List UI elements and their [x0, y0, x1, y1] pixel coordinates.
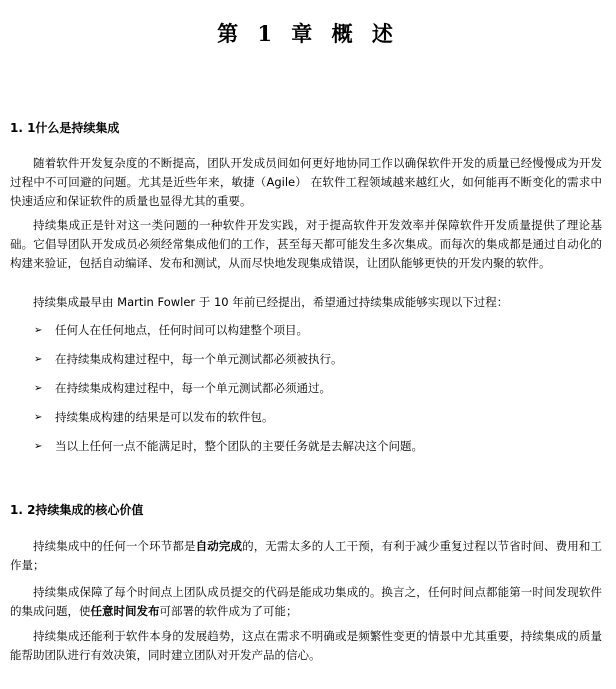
- emphasis-anytime-release: 任意时间发布: [90, 604, 160, 618]
- paragraph-release-anytime: [10, 583, 602, 621]
- ci-process-list: [0, 321, 616, 466]
- paragraph-martin-fowler: 持续集成最早由 Martin Fowler 于 10 年前已经提出，希望通过持续集成能够实现以下过程：: [33, 295, 509, 309]
- paragraph-ci-practice: 持续集成正是针对这一类问题的一种软件开发实践，对于提高软件开发效率并保障软件开发质量提供了理论基础。它倡导团队开发成员必须经常集成他们的工作，甚至每天都可能发生多次集成。而每次的集成都是通过自动化的构建来验证，包括自动编译、发布和测试，从而尽快地发现集成错误，让团队能够更快的开发内聚的软件。: [10, 218, 602, 270]
- chapter-title: 第 1 章 概 述: [217, 21, 399, 46]
- section-heading-1-2: 1. 2持续集成的核心价值: [10, 503, 144, 517]
- list-item: [0, 321, 616, 350]
- paragraph-intro: 随着软件开发复杂度的不断提高，团队开发成员间如何更好地协同工作以确保软件开发的质量已经慢慢成为开发过程中不可回避的问题。尤其是近些年来，敏捷（Agile） 在软件工程领域越来越红火，如何能再不断变化的需求中快速适应和保证软件的质量也显得尤其的重要。: [10, 156, 602, 208]
- text-run: 可部署的软件成为了可能；: [159, 604, 298, 618]
- text-run: 的，无需太多的人工干预，有利于减少重复过程以节省时间、费用和工作量；: [10, 539, 603, 572]
- list-item-text: 任何人在任何地点，任何时间可以构建整个项目。: [55, 323, 308, 337]
- paragraph-automation: [10, 537, 602, 575]
- list-item: [0, 437, 616, 466]
- arrow-bullet-icon: ➢: [34, 354, 43, 365]
- paragraph-quality-decision: 持续集成还能利于软件本身的发展趋势，这点在需求不明确或是频繁性变更的情景中尤其重要，持续集成的质量能帮助团队进行有效决策，同时建立团队对开发产品的信心。: [10, 629, 602, 662]
- list-item-text: 在持续集成构建过程中，每一个单元测试都必须通过。: [55, 381, 331, 395]
- emphasis-automatic: 自动完成: [195, 539, 243, 553]
- arrow-bullet-icon: ➢: [34, 412, 43, 423]
- text-run: 持续集成保障了每个时间点上团队成员提交的代码是能成功集成的。换言之，任何时间点都能第一时间发现软件的集成问题，使: [10, 585, 602, 618]
- arrow-bullet-icon: ➢: [34, 325, 43, 336]
- list-item-text: 持续集成构建的结果是可以发布的软件包。: [55, 410, 274, 424]
- text-run: 持续集成中的任何一个环节都是: [33, 539, 196, 553]
- list-item: [0, 350, 616, 379]
- list-item-text: 当以上任何一点不能满足时，整个团队的主要任务就是去解决这个问题。: [55, 439, 423, 453]
- arrow-bullet-icon: ➢: [34, 441, 43, 452]
- list-item-text: 在持续集成构建过程中，每一个单元测试都必须被执行。: [55, 352, 343, 366]
- list-item: [0, 408, 616, 437]
- arrow-bullet-icon: ➢: [34, 383, 43, 394]
- section-heading-1-1: 1. 1什么是持续集成: [10, 121, 120, 135]
- list-item: [0, 379, 616, 408]
